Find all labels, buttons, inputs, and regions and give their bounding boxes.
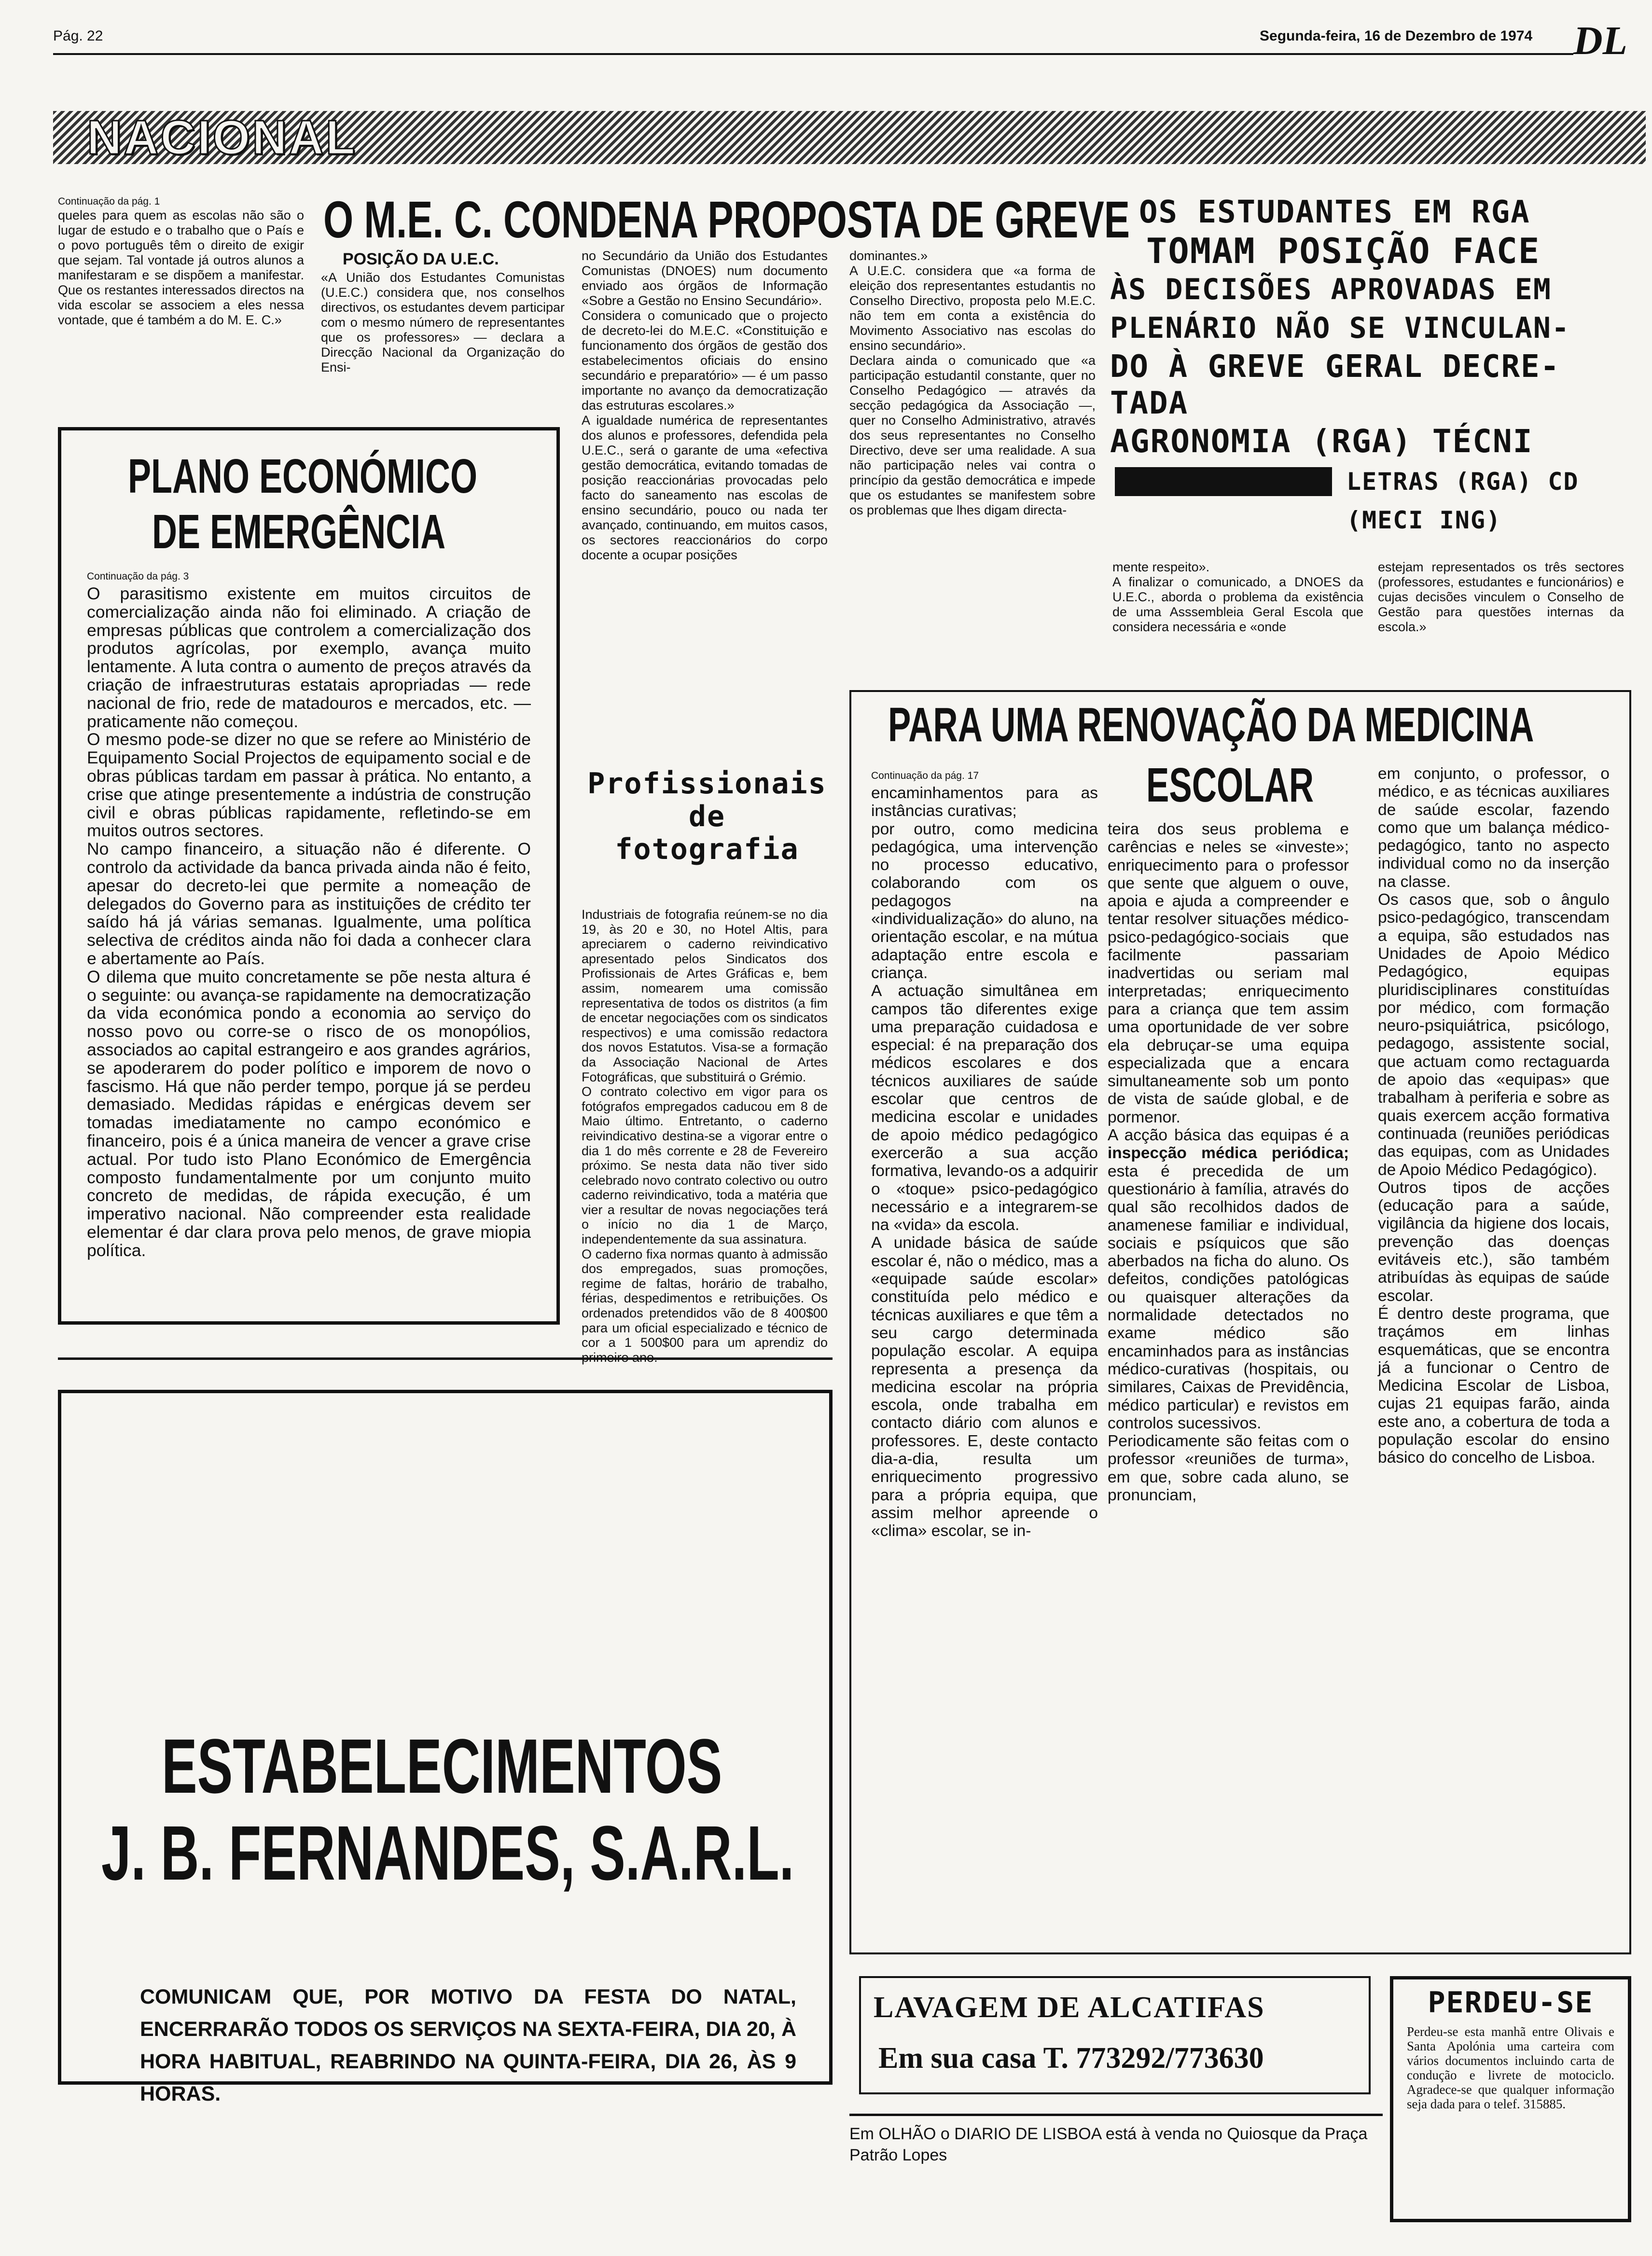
divider	[58, 1357, 833, 1360]
medicina-col2-text-a: teira dos seus problema e carências e neles se «investe»; enriquecimento para o professor que sente que alguem o ouve, apoia e ajuda a compreender e tentar resolver situações médico-psico-pedagógico-sociais que facilmente passariam inadvertidas ou seriam mal interpretadas; enriquecimento para a criança que tem assim uma oportunidade de ver sobre ela debruçar-se uma equipa especializada que a encara simultaneamente sob um ponto de vista de saúde global, e de pormenor. A acção básica das equipas é a	[1108, 820, 1349, 1145]
ad-perdeu-body: Perdeu-se esta manhã entre Olivais e Santa Apolónia uma carteira com vários documentos incluindo carta de condução e livrete de motociclo. Agradece-se que qualquer informação seja dada para o telef. 315885.	[1407, 2024, 1614, 2111]
medicina-col3: em conjunto, o professor, o médico, e as técnicas auxiliares de saúde escolar, fazendo como que um balança médico-pedagógico, tanto no aspecto individual como no da inserção na classe. Os casos que, sob o ângulo psico-pedagógico, transcendam a equipa, são estudados nas Unidades de Apoio Médico Pedagógico, equipas pluridisciplinares constituídas por médico, com formação neuro-psiquiátrica, psicólogo, pedagogo, assistente social, que actuam como rectaguarda de apoio das «equipas» que trabalham à periferia e sobre as quais exercem acção formativa continuada (reuniões periódicas das equipas, com as Unidades de Apoio Médico Pedagógico). Outros tipos de acções (educação para a saúde, vigilância da higiene dos locais, prevenção das doenças evitáveis etc.), são também atribuídas às equipas de saúde escolar. É dentro deste programa, que traçámos em linhas esquemáticas, que se encontra já a funcionar o Centro de Medicina Escolar de Lisboa, cujas 21 equipas farão, ainda este ano, a cobertura de toda a população escolar do ensino básico do concelho de Lisboa.	[1378, 765, 1610, 1467]
medicina-headline-2: ESCOLAR	[1146, 758, 1314, 812]
note-line: LETRAS (RGA) CD (MECI ING)	[1347, 468, 1579, 534]
section-title: NACIONAL	[87, 111, 357, 165]
medicina-ref: Continuação da pág. 17	[871, 770, 979, 781]
note-line: DO À GREVE GERAL DECRE-	[1110, 349, 1560, 385]
foto-headline	[586, 767, 828, 866]
medicina-col2-text-b: esta é precedida de um questionário à família, através do qual são recolhidos dados de anamenese familiar e individual, sociais e psíquicos que são aberbados na ficha do aluno. Os defeitos, condições patológicas ou quaisquer alterações da normalidade detectados no exame médico são encaminhados para as instâncias médico-curativas (hospitais, ou similares, Caixas de Previdência, médico particular) e revistos em controlos sucessivos. Periodicamente são feitas com o professor «reuniões de turma», em que, sobre cada aluno, se pronunciam,	[1108, 1162, 1349, 1504]
scribble-redaction	[1115, 467, 1332, 496]
ad-alcatifas-line1: LAVAGEM DE ALCATIFAS	[874, 1991, 1265, 2024]
ad-perdeu-title: PERDEU-SE	[1428, 1986, 1594, 2020]
note-line: TOMAM POSIÇÃO FACE	[1146, 231, 1541, 271]
mec-headline: O M.E. C. CONDENA PROPOSTA DE GREVE	[323, 190, 1130, 249]
mec-col5: estejam representados os três sectores (professores, estudantes e funcionários) e cujas decisões vinculem o Conselho de Gestão para questões internas da escola.»	[1378, 560, 1624, 634]
ad-fernandes-line2: J. B. FERNANDES, S.A.R.L.	[101, 1810, 794, 1896]
continuation-block	[58, 195, 304, 328]
mec-col1: «A União dos Estudantes Comunistas (U.E.C.) considera que, nos conselhos directivos, os estudantes devem participar com o mesmo número de representantes que os professores» — declara a Direcção Nacional da Organização do Ensi-	[321, 270, 565, 374]
header-rule	[53, 53, 1573, 55]
notice-olhao: Em OLHÃO o DIARIO DE LISBOA está à venda no Quiosque da Praça Patrão Lopes	[849, 2125, 1368, 2164]
divider	[849, 2114, 1383, 2116]
note-line: ÀS DECISÕES APROVADAS EM	[1110, 273, 1552, 306]
medicina-col1: encaminhamentos para as instâncias curativas; por outro, como medicina pedagógica, uma intervenção no processo educativo, colaborando com os pedagogos na «individualização» do aluno, na orientação escolar, e na mútua adaptação entre escola e criança. A actuação simultânea em campos tão diferentes exige uma preparação cuidadosa e especial: é na preparação dos médicos escolares e dos técnicos auxiliares de saúde escolar que centros de medicina escolar e unidades de apoio médico pedagógico exercerão a sua acção formativa, levando-os a adquirir o «toque» psico-pedagógico necessário e a integrarem-se na «vida» da escola. A unidade básica de saúde escolar é, não o médico, mas a «equipade saúde escolar» constituída pelo médico e técnicas auxiliares e que têm a seu cargo determinada população escolar. A equipa representa a presença da medicina escolar na própria escola, onde trabalha em contacto diário com alunos e professores. E, deste contacto dia-a-dia, resulta um enriquecimento progressivo para a própria equipa, que assim melhor apreende o «clima» escolar, se in-	[871, 784, 1098, 1540]
handwritten-note	[1110, 193, 1626, 550]
plano-headline-1: PLANO ECONÓMICO	[128, 449, 478, 503]
foto-headline-3: fotografia	[615, 832, 799, 866]
medicina-headline-1: PARA UMA RENOVAÇÃO DA MEDICINA	[888, 698, 1534, 752]
note-line: TADA	[1110, 386, 1189, 421]
foto-text: Industriais de fotografia reúnem-se no dia 19, às 20 e 30, no Hotel Altis, para apreciarem o caderno reivindicativo apresentado pelos Sindicatos dos Profissionais de Artes Gráficas e, bem assim, nomearem uma comissão representativa de todos os distritos (a fim de encetar negociações com os sindicatos respectivos) e uma comissão redactora dos novos Estatutos. Visa-se a formação da Associação Nacional de Artes Fotográficas, que substituirá o Grémio. O contrato colectivo em vigor para os fotógrafos empregados caducou em 8 de Maio último. Entretanto, o caderno reivindicativo destina-se a vigorar entre o dia 1 do mês corrente e 28 de Fevereiro próximo. Se nesta data não tiver sido celebrado novo contrato colectivo ou outro caderno reivindicativo, toda a matéria que vier a resultar de novas negociações terá o início no dia 1 de Março, independentemente da sua assinatura. O caderno fixa normas quanto à admissão dos empregados, suas promoções, regime de faltas, horário de trabalho, férias, despedimentos e retribuições. Os ordenados pretendidos vão de 8 400$00 para um oficial especializado e técnico de cor a 1 500$00 para um aprendiz do	[582, 907, 828, 1350]
ad-fernandes-body: COMUNICAM QUE, POR MOTIVO DA FESTA DO NATAL, ENCERRARÃO TODOS OS SERVIÇOS NA SEXTA-FEIRA, DIA 20, À HORA HABITUAL, REABRINDO NA QUINTA-FEIRA, DIA 26, ÀS 9 HORAS.	[140, 1985, 796, 2105]
plano-ref: Continuação da pág. 3	[87, 571, 189, 582]
plano-headline-2: DE EMERGÊNCIA	[152, 505, 446, 559]
mec-col2: no Secundário da União dos Estudantes Comunistas (DNOES) num documento enviado aos órgãos de Informação «Sobre a Gestão no Ensino Secundário». Considera o comunicado que o projecto de decreto-lei do M.E.C. «Constituição e funcionamento dos órgãos de gestão dos estabelecimentos oficiais do ensino secundário e preparatório» — é um passo importante no avanço da democratização das estruturas escolares.» A igualdade numérica de representantes dos alunos e professores, defendida pela U.E.C., será o garante de uma «efectiva gestão democrática, evitando tomadas de posição reaccionárias provocadas pelo facto do saneamento nas escolas de ensino secundário, pouco ou nada ter avançado, continuando, em muitos casos, os sectores reaccionários do corpo docente a ocupar posições	[582, 249, 828, 562]
section-banner	[53, 111, 1646, 164]
medicina-col2	[1108, 820, 1349, 1504]
medicina-col2-bold: inspecção médica periódica;	[1108, 1144, 1349, 1163]
newspaper-logo: DL	[1573, 18, 1627, 63]
foto-headline-2: de	[688, 800, 726, 833]
ad-alcatifas-line2: Em sua casa T. 773292/773630	[878, 2042, 1264, 2075]
mec-col3: dominantes.» A U.E.C. considera que «a forma de eleição dos representantes estudantis no Conselho Directivo, proposta pelo M.E.C. não tem em conta a existência do Movimento Associativo nas escolas do ensino secundário». Declara ainda o comunicado que «a participação estudantil constante, quer no Conselho Pedagógico — através da secção pedagógica da Associação —, quer no Conselho Administrativo, através dos seus representantes no Conselho Directivo, deve ser uma realidade. A sua não participação neles vai contra o princípio da gestão democrática e impede que os estudantes se manifestem sobre os problemas que lhes digam directa-	[849, 249, 1096, 517]
continuation-text: queles para quem as escolas não são o lugar de estudo e o trabalho que o País e o povo português têm o direito de exigir que sejam. Tal vontade já outros alunos a manifestaram e se dispõem a manifestar. Que os restantes interessados directos na vida escolar se associem a eles nessa vontade, que é também a do M. E. C.»	[58, 208, 304, 327]
note-line: PLENÁRIO NÃO SE VINCULAN-	[1110, 311, 1570, 345]
continuation-ref: Continuação da pág. 1	[58, 196, 160, 207]
note-line: OS ESTUDANTES EM RGA	[1139, 194, 1530, 230]
note-line: AGRONOMIA (RGA) TÉCNI	[1110, 423, 1533, 460]
foto-headline-1: Profissionais	[587, 767, 827, 801]
page-number: Pág. 22	[53, 28, 103, 44]
plano-text: O parasitismo existente em muitos circuitos de comercialização ainda não foi eliminado. A criação de empresas públicas que controlem a comercialização dos produtos agrícolas, por exemplo, avança muito lentamente. A luta contra o aumento de preços através da criação de infraestruturas estatais apropriadas — rede nacional de frio, rede de matadouros e mercados, etc. — praticamente não começou. O mesmo pode-se dizer no que se refere ao Ministério de Equipamento Social Projectos de equipamento social e de obras públicas tardam em passar à prática. No entanto, a crise que atinge presentemente a indústria de construção civil e obras públicas rapidamente, refletindo-se em muitos outros sectores. No campo financeiro, a situação não é diferente. O controlo da actividade da banca privada ainda não é feito, apesar do decreto-lei que permite a nomeação de delegados do Governo para as instituições de crédito ter saído há já várias semanas. Igualmente, uma política selectiva de créditos ainda não foi dada a conhecer clara e abertamente ao País. O dilema que muito concretamente se põe nesta altura é o seguinte: ou avança-se rapidamente na democratização da vida económica pondo a economia ao serviço do nosso povo ou corre-se o risco de os monopólios, associados ao capital estrangeiro e aos grandes agrários, se apoderarem do poder político e imporem de novo o fascismo. Há que não perder tempo, porque já se perdeu demasiado. Medidas rápidas e enérgicas devem ser tomadas imediatamente no campo económico e financeiro, pois é a única maneira de vencer a grave crise actual. Por tudo isto Plano Económico de Emergência composto fundamentalmente por um conjunto muito concreto de medidas, de rápida execução, é um imperativo nacional. Não compreender esta realidade elementar é dar clara prova pelo menos, de grave miopia política.	[87, 584, 531, 1260]
issue-date: Segunda-feira, 16 de Dezembro de 1974	[1260, 28, 1533, 44]
mec-subhead: POSIÇÃO DA U.E.C.	[343, 250, 499, 268]
mec-col4: mente respeito». A finalizar o comunicado, a DNOES da U.E.C., aborda o problema da existência de uma Asssembleia Geral Escola que considera necessária e «onde	[1112, 560, 1363, 634]
ad-fernandes-line1: ESTABELECIMENTOS	[162, 1723, 722, 1809]
